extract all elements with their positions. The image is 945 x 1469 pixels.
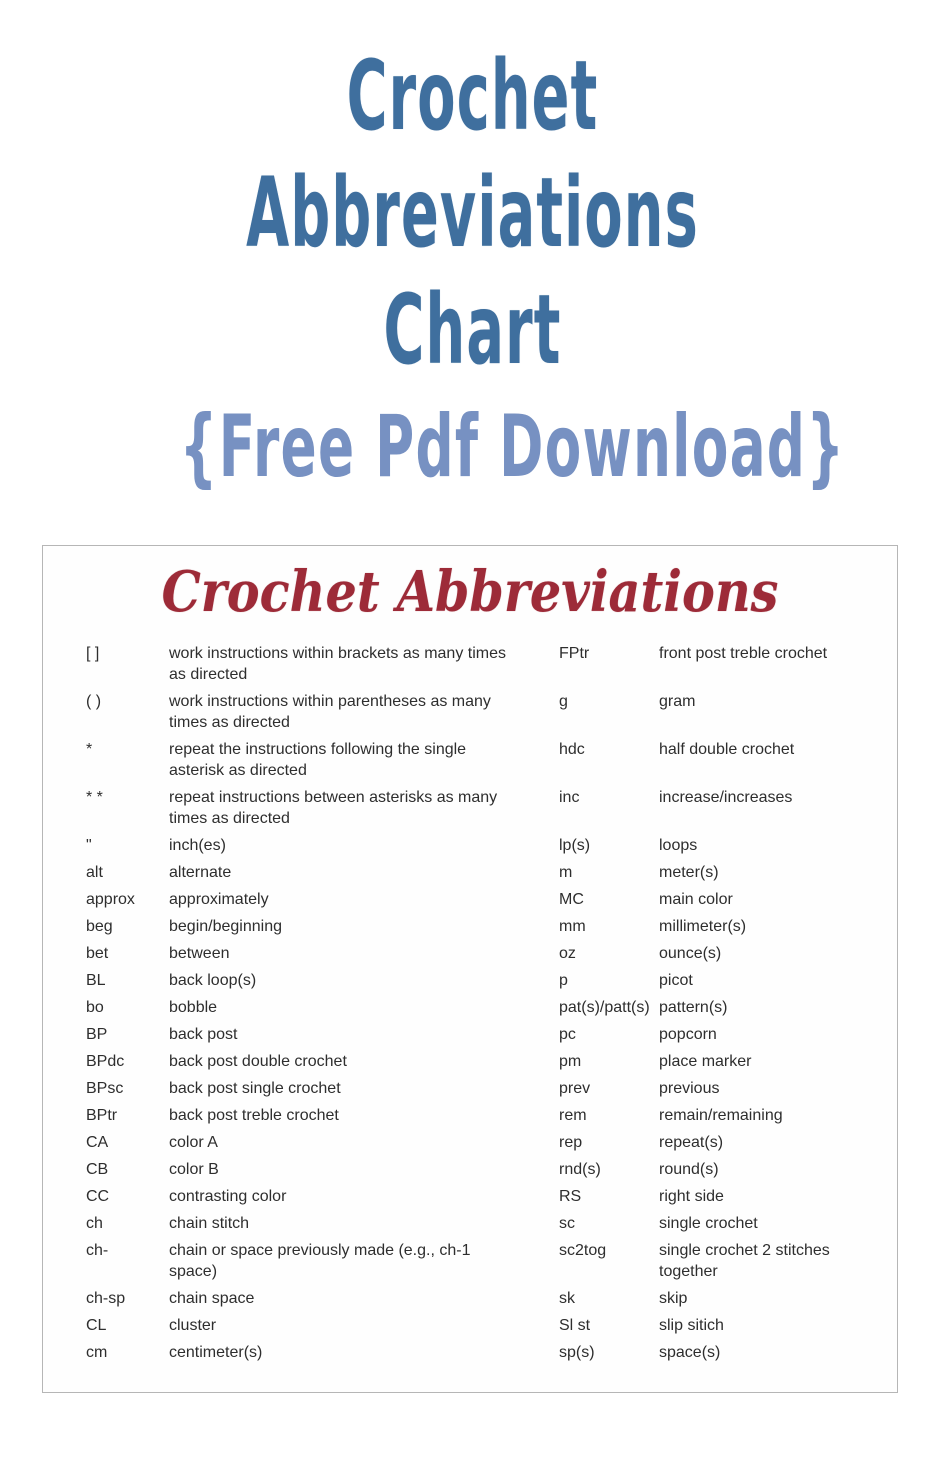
table-row [86, 832, 886, 859]
table-row [86, 1210, 886, 1237]
table-row [86, 736, 886, 784]
abbreviation-left: BPsc [86, 1080, 124, 1097]
table-row [86, 1021, 886, 1048]
description-left: approximately [169, 891, 269, 908]
table-row [86, 913, 886, 940]
table-row [86, 784, 886, 832]
table-row [86, 688, 886, 736]
abbreviation-left: CB [86, 1161, 109, 1178]
abbreviation-left: alt [86, 864, 103, 881]
abbreviation-left: bo [86, 999, 104, 1016]
abbreviation-right: mm [559, 918, 586, 935]
description-left: contrasting color [169, 1188, 287, 1205]
abbreviation-right: sc2tog [559, 1242, 607, 1259]
description-right: pattern(s) [659, 999, 728, 1016]
description-right: meter(s) [659, 864, 719, 881]
table-row [86, 1102, 886, 1129]
abbreviation-right: rnd(s) [559, 1161, 601, 1178]
abbreviation-left: ch [86, 1215, 103, 1232]
abbreviation-left: ( ) [86, 693, 102, 710]
description-left: begin/beginning [169, 918, 282, 935]
abbreviation-right: rep [559, 1134, 583, 1151]
abbreviations-table [86, 640, 886, 1366]
abbreviation-left: cm [86, 1344, 108, 1361]
description-left: color B [169, 1161, 219, 1178]
abbreviation-right: lp(s) [559, 837, 591, 854]
abbreviation-right: pat(s)/patt(s) [559, 999, 650, 1016]
table-row [86, 1129, 886, 1156]
table-row [86, 640, 886, 688]
description-left: repeat instructions between asterisks as many times as directed [169, 789, 498, 827]
abbreviation-right: oz [559, 945, 576, 962]
description-left: work instructions within parentheses as many times as directed [169, 693, 491, 731]
description-left: back loop(s) [169, 972, 257, 989]
abbreviation-right: sc [559, 1215, 575, 1232]
title-line-2: Abbreviations [246, 157, 699, 269]
abbreviation-right: prev [559, 1080, 591, 1097]
abbreviation-right: p [559, 972, 568, 989]
description-left: alternate [169, 864, 232, 881]
abbreviation-left: [ ] [86, 645, 100, 662]
abbreviation-left: * [86, 741, 93, 758]
description-right: increase/increases [659, 789, 793, 806]
title-line-3: Chart [383, 274, 562, 386]
description-left: back post treble crochet [169, 1107, 339, 1124]
description-right: place marker [659, 1053, 752, 1070]
description-right: ounce(s) [659, 945, 722, 962]
table-row [86, 1237, 886, 1285]
abbreviation-right: sp(s) [559, 1344, 595, 1361]
abbreviation-right: sk [559, 1290, 575, 1307]
table-row [86, 1156, 886, 1183]
description-right: remain/remaining [659, 1107, 783, 1124]
description-left: color A [169, 1134, 218, 1151]
description-right: repeat(s) [659, 1134, 724, 1151]
abbreviation-left: " [86, 837, 92, 854]
abbreviations-document-card [42, 545, 898, 1393]
description-left: back post single crochet [169, 1080, 341, 1097]
abbreviation-left: ch-sp [86, 1290, 126, 1307]
description-left: back post [169, 1026, 238, 1043]
abbreviation-left: bet [86, 945, 109, 962]
document-heading: Crochet Abbreviations [161, 559, 779, 625]
description-left: inch(es) [169, 837, 226, 854]
description-right: skip [659, 1290, 688, 1307]
description-right: single crochet [659, 1215, 758, 1232]
abbreviation-right: pm [559, 1053, 582, 1070]
abbreviation-table-body [86, 640, 886, 1366]
description-right: main color [659, 891, 733, 908]
description-right: single crochet 2 stitches together [659, 1242, 830, 1280]
description-right: loops [659, 837, 698, 854]
table-row [86, 940, 886, 967]
description-left: between [169, 945, 230, 962]
abbreviation-right: MC [559, 891, 584, 908]
description-left: chain stitch [169, 1215, 250, 1232]
description-right: half double crochet [659, 741, 795, 758]
abbreviation-left: BL [86, 972, 106, 989]
abbreviation-right: RS [559, 1188, 582, 1205]
abbreviation-right: g [559, 693, 568, 710]
description-right: picot [659, 972, 693, 989]
table-row [86, 1285, 886, 1312]
description-right: space(s) [659, 1344, 721, 1361]
abbreviation-right: FPtr [559, 645, 590, 662]
abbreviation-left: ch- [86, 1242, 109, 1259]
description-right: millimeter(s) [659, 918, 747, 935]
table-row [86, 967, 886, 994]
description-right: popcorn [659, 1026, 717, 1043]
abbreviation-left: CA [86, 1134, 109, 1151]
abbreviation-left: approx [86, 891, 135, 908]
abbreviation-right: hdc [559, 741, 585, 758]
abbreviation-left: BPtr [86, 1107, 118, 1124]
abbreviation-left: * * [86, 789, 103, 806]
abbreviation-left: CC [86, 1188, 110, 1205]
description-right: right side [659, 1188, 724, 1205]
abbreviation-right: pc [559, 1026, 576, 1043]
page-title [0, 38, 945, 389]
table-row [86, 1312, 886, 1339]
description-right: gram [659, 693, 696, 710]
abbreviation-right: m [559, 864, 573, 881]
abbreviation-left: BP [86, 1026, 108, 1043]
description-left: repeat the instructions following the single asterisk as directed [169, 741, 467, 779]
table-row [86, 1183, 886, 1210]
table-row [86, 859, 886, 886]
description-right: previous [659, 1080, 720, 1097]
table-row [86, 994, 886, 1021]
description-right: front post treble crochet [659, 645, 828, 662]
description-left: cluster [169, 1317, 217, 1334]
abbreviation-right: Sl st [559, 1317, 591, 1334]
subtitle-free-pdf-download: {Free Pdf Download} [179, 397, 846, 497]
abbreviation-left: CL [86, 1317, 107, 1334]
description-left: chain space [169, 1290, 255, 1307]
description-left: bobble [169, 999, 218, 1016]
abbreviation-left: BPdc [86, 1053, 125, 1070]
description-right: slip sitich [659, 1317, 724, 1334]
abbreviation-left: beg [86, 918, 113, 935]
table-row [86, 1048, 886, 1075]
abbreviation-right: rem [559, 1107, 587, 1124]
description-left: centimeter(s) [169, 1344, 263, 1361]
description-left: work instructions within brackets as many times as directed [169, 645, 506, 683]
table-row [86, 1075, 886, 1102]
description-left: chain or space previously made (e.g., ch-1 space) [169, 1242, 471, 1280]
abbreviation-right: inc [559, 789, 580, 806]
description-right: round(s) [659, 1161, 719, 1178]
hero-title-block [0, 0, 945, 497]
title-line-1: Crochet [346, 40, 599, 152]
table-row [86, 886, 886, 913]
description-left: back post double crochet [169, 1053, 347, 1070]
table-row [86, 1339, 886, 1366]
